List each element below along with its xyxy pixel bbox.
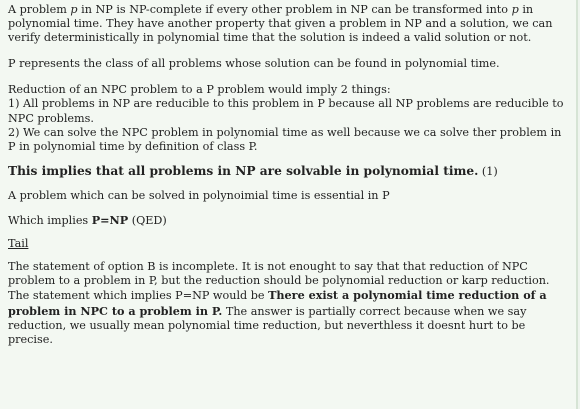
npc-definition-paragraph (8, 3, 568, 45)
p-equals-np: P=NP (91, 213, 129, 228)
which-implies-line (8, 213, 568, 228)
variable-p: p (70, 3, 78, 16)
npc-text-2: in NP is NP-complete if every other problem in NP can be transformed into (77, 3, 512, 16)
reduction-item-1: 1) All problems in NP are reducible to this problem in P because all NP problems are reducible to NPC problems. (8, 97, 564, 125)
variable-p-2: p (511, 3, 519, 16)
reduction-item-2: 2) We can solve the NPC problem in polynomial time as well because we ca solve ther problem in P in polynomial time by definition of class P. (8, 125, 562, 153)
implies-heading: This implies that all problems in NP are solvable in polynomial time. (8, 163, 479, 178)
final-paragraph (8, 288, 568, 346)
final-suffix: The answer is partially correct because when we say reduction, we usually mean polynomial time reduction, but neverthless it doesnt hurt to be precise. (8, 304, 527, 346)
implies-statement (8, 164, 568, 179)
final-prefix: The statement which implies P=NP would be (8, 289, 269, 303)
reduction-section (8, 83, 568, 153)
p-class-paragraph: P represents the class of all problems whose solution can be found in polynomial time. (8, 57, 500, 71)
option-b-paragraph: The statement of option B is incomplete. It is not enought to say that that reduction of NPC problem to a problem in P, but the reduction should be polynomial reduction or karp reduction. (8, 260, 550, 288)
npc-text-1: A problem (8, 3, 71, 16)
which-implies-prefix: Which implies (8, 214, 92, 228)
qed-label: (QED) (128, 214, 167, 228)
reduction-intro: Reduction of an NPC problem to a P problem would imply 2 things: (8, 83, 391, 97)
implies-reference: (1) (478, 164, 498, 178)
tail-label: Tail (8, 237, 29, 251)
final-bold-statement: There exist a polynomial time reduction of a problem in NPC to a problem in P. (8, 288, 547, 318)
npc-text-3: in polynomial time. They have another property that given a problem in NP and a solution, we can verify deterministically in polynomial time that the solution is indeed a valid solution or not. (8, 3, 553, 45)
essential-paragraph: A problem which can be solved in polynoimial time is essential in P (8, 188, 390, 202)
